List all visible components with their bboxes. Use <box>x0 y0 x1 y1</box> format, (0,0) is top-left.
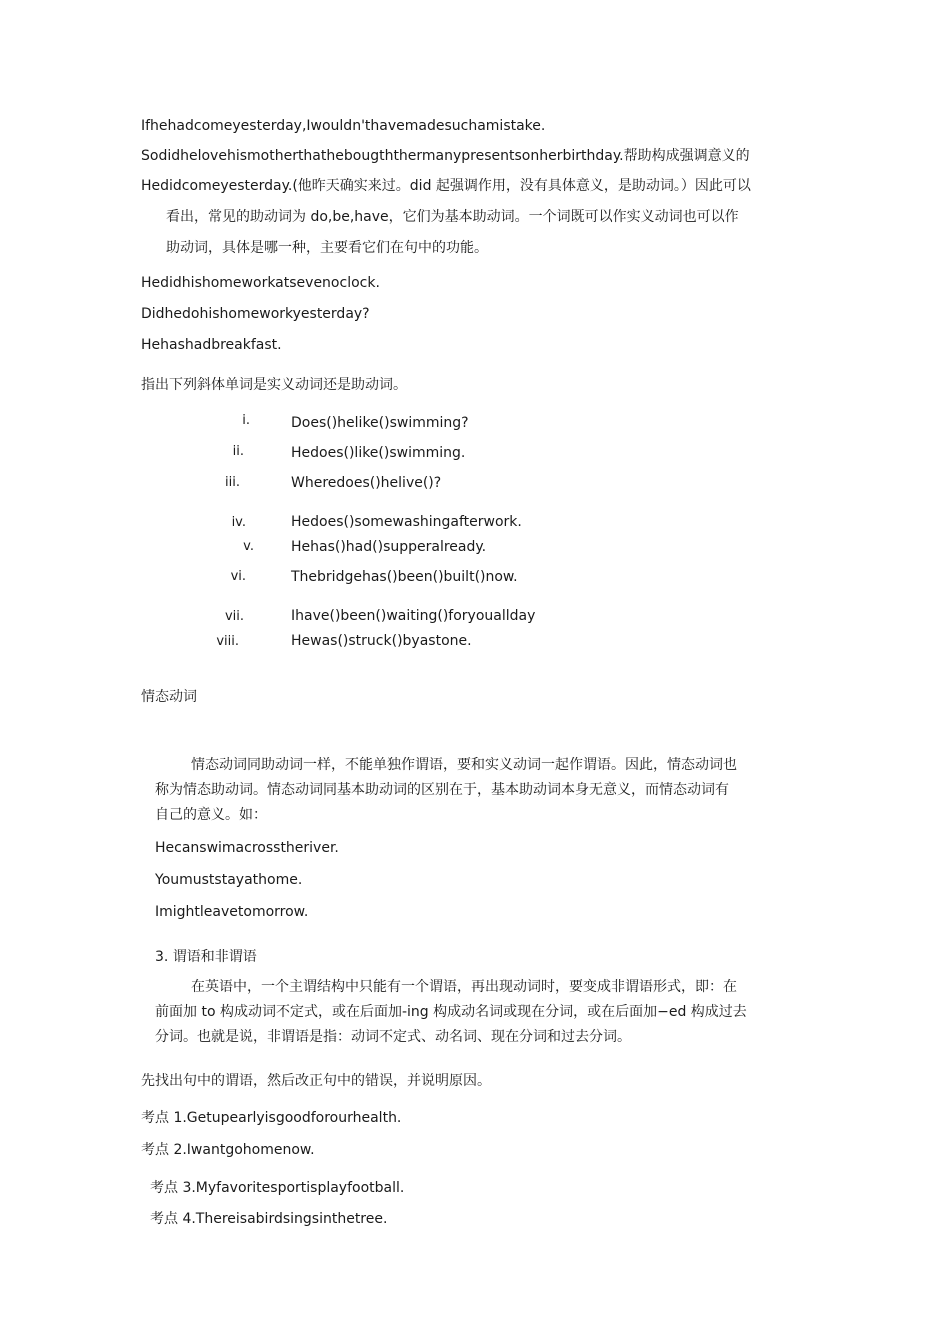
example-line: Hedidhishomeworkatsevenoclock. <box>141 275 380 291</box>
paragraph-line: 前面加 to 构成动词不定式，或在后面加-ing 构成动名词或现在分词，或在后面加−ed 构成过去 <box>155 1004 747 1020</box>
item-number: v. <box>243 539 254 554</box>
paragraph-line: 看出，常见的助动词为 do,be,have，它们为基本助动词。一个词既可以作实义动词也可以作 <box>166 209 739 225</box>
example-line: Didhedohishomeworkyesterday? <box>141 306 370 322</box>
example-line: Ifhehadcomeyesterday,Iwouldn'thavemadesuchamistake. <box>141 118 546 134</box>
example-line: Hehashadbreakfast. <box>141 337 282 353</box>
example-line: Hecanswimacrosstheriver. <box>155 840 339 856</box>
item-number: i. <box>242 413 250 428</box>
item-text: Does()helike()swimming? <box>291 415 469 431</box>
example-line: Imightleavetomorrow. <box>155 904 309 920</box>
item-number: vii. <box>224 609 244 624</box>
example-line: Youmuststayathome. <box>155 872 303 888</box>
section-heading: 3. 谓语和非谓语 <box>155 949 257 965</box>
item-number: iv. <box>231 515 246 530</box>
paragraph-line: 称为情态助动词。情态动词同基本助动词的区别在于，基本助动词本身无意义，而情态动词有 <box>155 782 729 798</box>
paragraph-line: 在英语中，一个主谓结构中只能有一个谓语，再出现动词时，要变成非谓语形式，即：在 <box>191 979 737 995</box>
list-item: 考点 2.Iwantgohomenow. <box>141 1142 315 1158</box>
paragraph-line: 情态动词同助动词一样，不能单独作谓语，要和实义动词一起作谓语。因此，情态动词也 <box>191 757 737 773</box>
list-item: 考点 1.Getupearlyisgoodforourhealth. <box>141 1110 402 1126</box>
item-text: Hedoes()like()swimming. <box>291 445 466 461</box>
task-instruction: 先找出句中的谓语，然后改正句中的错误，并说明原因。 <box>141 1073 491 1089</box>
item-number: ii. <box>232 444 244 459</box>
section-heading: 情态动词 <box>141 689 197 705</box>
example-line: Sodidhelovehismotherthathebougththermanypresentsonherbirthday.帮助构成强调意义的 <box>141 148 750 164</box>
item-number: vi. <box>230 569 246 584</box>
list-item: 考点 4.Thereisabirdsingsinthetree. <box>150 1211 388 1227</box>
paragraph-line: 分词。也就是说，非谓语是指：动词不定式、动名词、现在分词和过去分词。 <box>155 1029 631 1045</box>
list-item: 考点 3.Myfavoritesportisplayfootball. <box>150 1180 405 1196</box>
item-text: Hedoes()somewashingafterwork. <box>291 514 522 530</box>
paragraph-line: 助动词，具体是哪一种，主要看它们在句中的功能。 <box>166 240 488 256</box>
item-text: Wheredoes()helive()? <box>291 475 442 491</box>
item-number: iii. <box>225 475 240 490</box>
item-text: Hehas()had()supperalready. <box>291 539 487 555</box>
exercise-instruction: 指出下列斜体单词是实义动词还是助动词。 <box>141 377 407 393</box>
item-text: Ihave()been()waiting()foryouallday <box>291 608 536 624</box>
example-line: Hedidcomeyesterday.(他昨天确实来过。did 起强调作用，没有具体意义，是助动词。）因此可以 <box>141 178 751 194</box>
item-text: Hewas()struck()byastone. <box>291 633 472 649</box>
item-text: Thebridgehas()been()built()now. <box>291 569 518 585</box>
item-number: viii. <box>216 634 239 649</box>
paragraph-line: 自己的意义。如： <box>155 807 267 823</box>
